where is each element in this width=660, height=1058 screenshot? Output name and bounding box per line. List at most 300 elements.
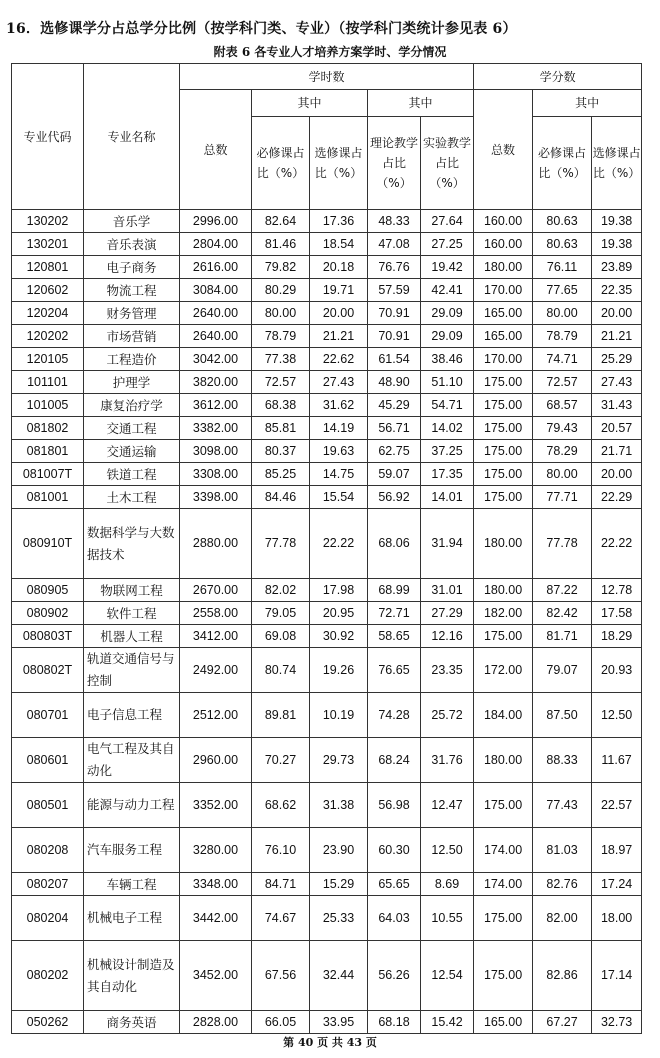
theory-pct-cell: 64.03 xyxy=(368,896,421,941)
header-hours-group: 学时数 xyxy=(180,64,474,90)
credits-elective-cell: 23.89 xyxy=(592,256,642,279)
credits-elective-cell: 22.29 xyxy=(592,486,642,509)
hours-elective-cell: 31.38 xyxy=(310,783,368,828)
hours-elective-cell: 20.18 xyxy=(310,256,368,279)
hours-total-cell: 3612.00 xyxy=(180,394,252,417)
lab-pct-cell: 8.69 xyxy=(421,873,474,896)
lab-pct-cell: 54.71 xyxy=(421,394,474,417)
lab-pct-cell: 27.29 xyxy=(421,602,474,625)
header-name: 专业名称 xyxy=(84,64,180,210)
hours-elective-cell: 21.21 xyxy=(310,325,368,348)
table-row xyxy=(12,394,642,417)
hours-required-cell: 84.46 xyxy=(252,486,310,509)
lab-pct-cell: 12.54 xyxy=(421,941,474,1011)
table-row xyxy=(12,1011,642,1034)
major-code-cell: 120602 xyxy=(12,279,84,302)
major-name-cell: 电气工程及其自动化 xyxy=(84,738,180,783)
table-row xyxy=(12,648,642,693)
major-name-cell: 机械设计制造及其自动化 xyxy=(84,941,180,1011)
hours-required-cell: 80.00 xyxy=(252,302,310,325)
table-row xyxy=(12,602,642,625)
major-code-cell: 080902 xyxy=(12,602,84,625)
hours-required-cell: 70.27 xyxy=(252,738,310,783)
credits-required-cell: 80.00 xyxy=(533,463,592,486)
header-hours-of-which-1: 其中 xyxy=(252,90,368,117)
lab-pct-cell: 31.01 xyxy=(421,579,474,602)
major-code-cell: 130202 xyxy=(12,210,84,233)
major-name-cell: 交通工程 xyxy=(84,417,180,440)
hours-elective-cell: 27.43 xyxy=(310,371,368,394)
major-code-cell: 081001 xyxy=(12,486,84,509)
credits-total-cell: 170.00 xyxy=(474,279,533,302)
table-row xyxy=(12,440,642,463)
hours-required-cell: 80.37 xyxy=(252,440,310,463)
credits-required-cell: 77.78 xyxy=(533,509,592,579)
hours-required-cell: 74.67 xyxy=(252,896,310,941)
theory-pct-cell: 65.65 xyxy=(368,873,421,896)
credits-total-cell: 160.00 xyxy=(474,210,533,233)
credits-required-cell: 88.33 xyxy=(533,738,592,783)
major-name-cell: 铁道工程 xyxy=(84,463,180,486)
theory-pct-cell: 57.59 xyxy=(368,279,421,302)
credits-required-cell: 82.00 xyxy=(533,896,592,941)
major-name-cell: 护理学 xyxy=(84,371,180,394)
credits-elective-cell: 17.24 xyxy=(592,873,642,896)
hours-elective-cell: 23.90 xyxy=(310,828,368,873)
hours-required-cell: 80.74 xyxy=(252,648,310,693)
credits-required-cell: 77.71 xyxy=(533,486,592,509)
hours-total-cell: 2804.00 xyxy=(180,233,252,256)
credits-elective-cell: 22.22 xyxy=(592,509,642,579)
credits-elective-cell: 21.71 xyxy=(592,440,642,463)
major-code-cell: 080601 xyxy=(12,738,84,783)
hours-total-cell: 3412.00 xyxy=(180,625,252,648)
credits-elective-cell: 20.00 xyxy=(592,302,642,325)
credits-elective-cell: 17.58 xyxy=(592,602,642,625)
credits-total-cell: 165.00 xyxy=(474,325,533,348)
major-name-cell: 汽车服务工程 xyxy=(84,828,180,873)
hours-total-cell: 2640.00 xyxy=(180,302,252,325)
credits-elective-cell: 25.29 xyxy=(592,348,642,371)
major-code-cell: 050262 xyxy=(12,1011,84,1034)
table-row xyxy=(12,256,642,279)
credits-total-cell: 175.00 xyxy=(474,371,533,394)
hours-total-cell: 2670.00 xyxy=(180,579,252,602)
major-name-cell: 电子商务 xyxy=(84,256,180,279)
header-credits-group: 学分数 xyxy=(474,64,642,90)
lab-pct-cell: 29.09 xyxy=(421,302,474,325)
hours-required-cell: 67.56 xyxy=(252,941,310,1011)
hours-total-cell: 3452.00 xyxy=(180,941,252,1011)
major-code-cell: 081801 xyxy=(12,440,84,463)
theory-pct-cell: 62.75 xyxy=(368,440,421,463)
credits-required-cell: 72.57 xyxy=(533,371,592,394)
section-heading: 16．选修课学分占总学分比例（按学科门类、专业）（按学科门类统计参见表 6） xyxy=(6,21,517,37)
lab-pct-cell: 14.01 xyxy=(421,486,474,509)
hours-required-cell: 81.46 xyxy=(252,233,310,256)
lab-pct-cell: 37.25 xyxy=(421,440,474,463)
hours-elective-cell: 17.98 xyxy=(310,579,368,602)
lab-pct-cell: 14.02 xyxy=(421,417,474,440)
credits-required-cell: 79.07 xyxy=(533,648,592,693)
hours-required-cell: 68.38 xyxy=(252,394,310,417)
hours-required-cell: 68.62 xyxy=(252,783,310,828)
major-name-cell: 车辆工程 xyxy=(84,873,180,896)
major-code-cell: 120801 xyxy=(12,256,84,279)
credits-required-cell: 80.63 xyxy=(533,210,592,233)
major-code-cell: 080910T xyxy=(12,509,84,579)
hours-total-cell: 2880.00 xyxy=(180,509,252,579)
hours-total-cell: 2558.00 xyxy=(180,602,252,625)
major-name-cell: 音乐表演 xyxy=(84,233,180,256)
hours-required-cell: 77.38 xyxy=(252,348,310,371)
credits-required-cell: 76.11 xyxy=(533,256,592,279)
credits-total-cell: 174.00 xyxy=(474,873,533,896)
major-name-cell: 数据科学与大数据技术 xyxy=(84,509,180,579)
lab-pct-cell: 31.76 xyxy=(421,738,474,783)
theory-pct-cell: 68.99 xyxy=(368,579,421,602)
major-code-cell: 080208 xyxy=(12,828,84,873)
major-code-cell: 101005 xyxy=(12,394,84,417)
major-code-cell: 120105 xyxy=(12,348,84,371)
major-code-cell: 080802T xyxy=(12,648,84,693)
hours-required-cell: 79.82 xyxy=(252,256,310,279)
theory-pct-cell: 56.98 xyxy=(368,783,421,828)
lab-pct-cell: 29.09 xyxy=(421,325,474,348)
lab-pct-cell: 12.50 xyxy=(421,828,474,873)
credits-total-cell: 174.00 xyxy=(474,828,533,873)
major-name-cell: 交通运输 xyxy=(84,440,180,463)
lab-pct-cell: 38.46 xyxy=(421,348,474,371)
credits-elective-cell: 22.35 xyxy=(592,279,642,302)
theory-pct-cell: 47.08 xyxy=(368,233,421,256)
table-row xyxy=(12,738,642,783)
major-code-cell: 081802 xyxy=(12,417,84,440)
credits-total-cell: 172.00 xyxy=(474,648,533,693)
theory-pct-cell: 76.76 xyxy=(368,256,421,279)
credits-required-cell: 81.03 xyxy=(533,828,592,873)
theory-pct-cell: 56.71 xyxy=(368,417,421,440)
theory-pct-cell: 72.71 xyxy=(368,602,421,625)
header-credits-required-pct: 必修课占比（%） xyxy=(533,117,592,210)
credits-required-cell: 78.29 xyxy=(533,440,592,463)
hours-required-cell: 84.71 xyxy=(252,873,310,896)
theory-pct-cell: 68.24 xyxy=(368,738,421,783)
theory-pct-cell: 48.90 xyxy=(368,371,421,394)
curriculum-table xyxy=(11,63,642,1034)
hours-total-cell: 3084.00 xyxy=(180,279,252,302)
header-code: 专业代码 xyxy=(12,64,84,210)
major-code-cell: 120202 xyxy=(12,325,84,348)
header-lab-pct: 实验教学占比（%） xyxy=(421,117,474,210)
major-code-cell: 120204 xyxy=(12,302,84,325)
theory-pct-cell: 59.07 xyxy=(368,463,421,486)
header-hours-elective-pct: 选修课占比（%） xyxy=(310,117,368,210)
hours-elective-cell: 19.26 xyxy=(310,648,368,693)
hours-elective-cell: 33.95 xyxy=(310,1011,368,1034)
major-name-cell: 物流工程 xyxy=(84,279,180,302)
credits-required-cell: 67.27 xyxy=(533,1011,592,1034)
credits-elective-cell: 18.00 xyxy=(592,896,642,941)
table-row xyxy=(12,233,642,256)
table-row xyxy=(12,325,642,348)
hours-elective-cell: 19.63 xyxy=(310,440,368,463)
hours-required-cell: 77.78 xyxy=(252,509,310,579)
major-name-cell: 轨道交通信号与控制 xyxy=(84,648,180,693)
theory-pct-cell: 74.28 xyxy=(368,693,421,738)
table-row xyxy=(12,873,642,896)
credits-elective-cell: 27.43 xyxy=(592,371,642,394)
credits-elective-cell: 20.57 xyxy=(592,417,642,440)
theory-pct-cell: 48.33 xyxy=(368,210,421,233)
credits-total-cell: 175.00 xyxy=(474,941,533,1011)
credits-required-cell: 78.79 xyxy=(533,325,592,348)
hours-total-cell: 2492.00 xyxy=(180,648,252,693)
credits-elective-cell: 20.00 xyxy=(592,463,642,486)
hours-elective-cell: 20.95 xyxy=(310,602,368,625)
table-row xyxy=(12,828,642,873)
credits-required-cell: 74.71 xyxy=(533,348,592,371)
table-row xyxy=(12,693,642,738)
table-caption: 附表 6 各专业人才培养方案学时、学分情况 xyxy=(213,45,447,59)
hours-required-cell: 79.05 xyxy=(252,602,310,625)
table-row xyxy=(12,509,642,579)
credits-total-cell: 182.00 xyxy=(474,602,533,625)
theory-pct-cell: 56.26 xyxy=(368,941,421,1011)
hours-required-cell: 85.81 xyxy=(252,417,310,440)
theory-pct-cell: 70.91 xyxy=(368,302,421,325)
lab-pct-cell: 42.41 xyxy=(421,279,474,302)
credits-elective-cell: 32.73 xyxy=(592,1011,642,1034)
table-row xyxy=(12,579,642,602)
hours-total-cell: 2512.00 xyxy=(180,693,252,738)
credits-total-cell: 175.00 xyxy=(474,783,533,828)
lab-pct-cell: 12.47 xyxy=(421,783,474,828)
hours-elective-cell: 32.44 xyxy=(310,941,368,1011)
header-hours-of-which-2: 其中 xyxy=(368,90,474,117)
table-row xyxy=(12,783,642,828)
major-name-cell: 市场营销 xyxy=(84,325,180,348)
major-code-cell: 080905 xyxy=(12,579,84,602)
credits-total-cell: 180.00 xyxy=(474,256,533,279)
credits-required-cell: 81.71 xyxy=(533,625,592,648)
credits-total-cell: 175.00 xyxy=(474,394,533,417)
credits-required-cell: 80.00 xyxy=(533,302,592,325)
hours-elective-cell: 14.19 xyxy=(310,417,368,440)
lab-pct-cell: 27.25 xyxy=(421,233,474,256)
credits-total-cell: 175.00 xyxy=(474,896,533,941)
hours-required-cell: 89.81 xyxy=(252,693,310,738)
hours-required-cell: 85.25 xyxy=(252,463,310,486)
lab-pct-cell: 25.72 xyxy=(421,693,474,738)
credits-required-cell: 77.65 xyxy=(533,279,592,302)
lab-pct-cell: 10.55 xyxy=(421,896,474,941)
hours-total-cell: 3442.00 xyxy=(180,896,252,941)
credits-required-cell: 77.43 xyxy=(533,783,592,828)
table-row xyxy=(12,210,642,233)
credits-total-cell: 180.00 xyxy=(474,509,533,579)
table-row xyxy=(12,348,642,371)
header-hours-required-pct: 必修课占比（%） xyxy=(252,117,310,210)
hours-total-cell: 3280.00 xyxy=(180,828,252,873)
lab-pct-cell: 15.42 xyxy=(421,1011,474,1034)
credits-total-cell: 175.00 xyxy=(474,625,533,648)
credits-elective-cell: 21.21 xyxy=(592,325,642,348)
hours-elective-cell: 22.62 xyxy=(310,348,368,371)
theory-pct-cell: 70.91 xyxy=(368,325,421,348)
credits-elective-cell: 19.38 xyxy=(592,210,642,233)
lab-pct-cell: 19.42 xyxy=(421,256,474,279)
hours-elective-cell: 14.75 xyxy=(310,463,368,486)
hours-elective-cell: 19.71 xyxy=(310,279,368,302)
major-name-cell: 物联网工程 xyxy=(84,579,180,602)
hours-total-cell: 3382.00 xyxy=(180,417,252,440)
credits-total-cell: 180.00 xyxy=(474,738,533,783)
major-code-cell: 080803T xyxy=(12,625,84,648)
major-code-cell: 080204 xyxy=(12,896,84,941)
lab-pct-cell: 51.10 xyxy=(421,371,474,394)
hours-required-cell: 69.08 xyxy=(252,625,310,648)
major-name-cell: 康复治疗学 xyxy=(84,394,180,417)
hours-total-cell: 3042.00 xyxy=(180,348,252,371)
credits-total-cell: 175.00 xyxy=(474,440,533,463)
major-code-cell: 080202 xyxy=(12,941,84,1011)
credits-elective-cell: 11.67 xyxy=(592,738,642,783)
hours-total-cell: 2616.00 xyxy=(180,256,252,279)
major-name-cell: 电子信息工程 xyxy=(84,693,180,738)
header-theory-pct: 理论教学占比（%） xyxy=(368,117,421,210)
credits-elective-cell: 19.38 xyxy=(592,233,642,256)
theory-pct-cell: 56.92 xyxy=(368,486,421,509)
hours-elective-cell: 31.62 xyxy=(310,394,368,417)
credits-required-cell: 82.86 xyxy=(533,941,592,1011)
hours-required-cell: 82.02 xyxy=(252,579,310,602)
table-row xyxy=(12,302,642,325)
theory-pct-cell: 68.06 xyxy=(368,509,421,579)
credits-total-cell: 165.00 xyxy=(474,1011,533,1034)
credits-total-cell: 165.00 xyxy=(474,302,533,325)
hours-elective-cell: 20.00 xyxy=(310,302,368,325)
major-code-cell: 101101 xyxy=(12,371,84,394)
hours-required-cell: 82.64 xyxy=(252,210,310,233)
credits-elective-cell: 12.50 xyxy=(592,693,642,738)
theory-pct-cell: 68.18 xyxy=(368,1011,421,1034)
table-row xyxy=(12,417,642,440)
credits-elective-cell: 18.29 xyxy=(592,625,642,648)
credits-required-cell: 80.63 xyxy=(533,233,592,256)
hours-required-cell: 66.05 xyxy=(252,1011,310,1034)
table-row xyxy=(12,625,642,648)
hours-elective-cell: 15.54 xyxy=(310,486,368,509)
hours-elective-cell: 10.19 xyxy=(310,693,368,738)
hours-total-cell: 2640.00 xyxy=(180,325,252,348)
hours-total-cell: 3352.00 xyxy=(180,783,252,828)
header-credits-of-which: 其中 xyxy=(533,90,642,117)
credits-elective-cell: 12.78 xyxy=(592,579,642,602)
major-name-cell: 机器人工程 xyxy=(84,625,180,648)
major-name-cell: 机械电子工程 xyxy=(84,896,180,941)
table-row xyxy=(12,941,642,1011)
major-code-cell: 080501 xyxy=(12,783,84,828)
credits-elective-cell: 20.93 xyxy=(592,648,642,693)
hours-elective-cell: 29.73 xyxy=(310,738,368,783)
credits-elective-cell: 18.97 xyxy=(592,828,642,873)
credits-required-cell: 82.76 xyxy=(533,873,592,896)
hours-total-cell: 2996.00 xyxy=(180,210,252,233)
credits-total-cell: 170.00 xyxy=(474,348,533,371)
hours-total-cell: 2960.00 xyxy=(180,738,252,783)
credits-total-cell: 175.00 xyxy=(474,463,533,486)
theory-pct-cell: 76.65 xyxy=(368,648,421,693)
lab-pct-cell: 31.94 xyxy=(421,509,474,579)
major-name-cell: 商务英语 xyxy=(84,1011,180,1034)
hours-total-cell: 3308.00 xyxy=(180,463,252,486)
hours-required-cell: 72.57 xyxy=(252,371,310,394)
hours-elective-cell: 22.22 xyxy=(310,509,368,579)
credits-total-cell: 175.00 xyxy=(474,417,533,440)
hours-total-cell: 3098.00 xyxy=(180,440,252,463)
hours-total-cell: 3820.00 xyxy=(180,371,252,394)
theory-pct-cell: 58.65 xyxy=(368,625,421,648)
major-code-cell: 080207 xyxy=(12,873,84,896)
credits-required-cell: 68.57 xyxy=(533,394,592,417)
table-row xyxy=(12,896,642,941)
credits-total-cell: 175.00 xyxy=(474,486,533,509)
major-name-cell: 工程造价 xyxy=(84,348,180,371)
major-name-cell: 能源与动力工程 xyxy=(84,783,180,828)
header-credits-elective-pct: 选修课占比（%） xyxy=(592,117,642,210)
major-code-cell: 130201 xyxy=(12,233,84,256)
hours-elective-cell: 17.36 xyxy=(310,210,368,233)
table-row xyxy=(12,279,642,302)
table-row xyxy=(12,371,642,394)
credits-elective-cell: 31.43 xyxy=(592,394,642,417)
major-name-cell: 土木工程 xyxy=(84,486,180,509)
major-name-cell: 财务管理 xyxy=(84,302,180,325)
hours-required-cell: 78.79 xyxy=(252,325,310,348)
table-row xyxy=(12,486,642,509)
lab-pct-cell: 17.35 xyxy=(421,463,474,486)
theory-pct-cell: 45.29 xyxy=(368,394,421,417)
credits-required-cell: 82.42 xyxy=(533,602,592,625)
theory-pct-cell: 60.30 xyxy=(368,828,421,873)
header-credits-total: 总数 xyxy=(474,90,533,210)
credits-required-cell: 87.22 xyxy=(533,579,592,602)
major-name-cell: 软件工程 xyxy=(84,602,180,625)
hours-required-cell: 80.29 xyxy=(252,279,310,302)
credits-required-cell: 87.50 xyxy=(533,693,592,738)
lab-pct-cell: 23.35 xyxy=(421,648,474,693)
major-code-cell: 080701 xyxy=(12,693,84,738)
hours-total-cell: 3348.00 xyxy=(180,873,252,896)
page-footer: 第 40 页 共 43 页 xyxy=(283,1036,377,1049)
theory-pct-cell: 61.54 xyxy=(368,348,421,371)
credits-required-cell: 79.43 xyxy=(533,417,592,440)
hours-required-cell: 76.10 xyxy=(252,828,310,873)
hours-total-cell: 3398.00 xyxy=(180,486,252,509)
hours-total-cell: 2828.00 xyxy=(180,1011,252,1034)
credits-elective-cell: 22.57 xyxy=(592,783,642,828)
major-code-cell: 081007T xyxy=(12,463,84,486)
hours-elective-cell: 25.33 xyxy=(310,896,368,941)
credits-total-cell: 180.00 xyxy=(474,579,533,602)
lab-pct-cell: 27.64 xyxy=(421,210,474,233)
credits-total-cell: 160.00 xyxy=(474,233,533,256)
hours-elective-cell: 15.29 xyxy=(310,873,368,896)
major-name-cell: 音乐学 xyxy=(84,210,180,233)
credits-elective-cell: 17.14 xyxy=(592,941,642,1011)
table-row xyxy=(12,463,642,486)
